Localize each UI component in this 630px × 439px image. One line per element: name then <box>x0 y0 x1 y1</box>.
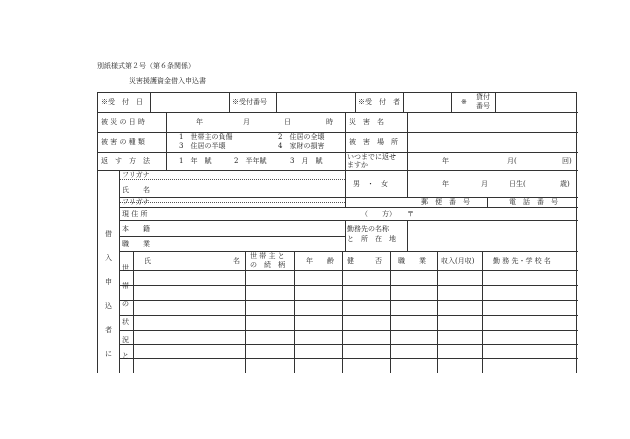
repay-until-label-2: ますか <box>347 161 368 169</box>
receipt-number-label: ※受付番号 <box>232 98 267 106</box>
receiver-label: ※受 付 者 <box>358 98 400 106</box>
loan-number-mark: ※ <box>461 98 467 106</box>
birth-month: 月 <box>481 180 488 188</box>
disaster-day: 日 <box>284 118 291 126</box>
col-name-suffix: 名 <box>233 257 240 265</box>
damage-option-3: 3 住居の半壊 <box>179 142 226 150</box>
furigana-label-2: フリガナ <box>122 198 150 206</box>
household-side-4: 状 <box>122 318 129 326</box>
household-side-2: 帯 <box>122 282 129 290</box>
workplace-label-2: と 所 在 地 <box>347 235 396 243</box>
repay-times: 回) <box>562 157 572 165</box>
applicant-side-4: 込 <box>105 302 112 310</box>
workplace-label-1: 勤務先の名称 <box>347 225 389 233</box>
repayment-method-1: 1 年 賦 <box>179 157 212 165</box>
col-name: 氏 <box>144 257 151 265</box>
col-occupation: 職 業 <box>398 257 426 265</box>
household-side-5: 況 <box>122 336 129 344</box>
gender-label: 男 ・ 女 <box>353 180 388 188</box>
damage-type-label: 被 害 の 種 類 <box>101 138 145 146</box>
applicant-side-6: に <box>105 350 112 358</box>
applicant-side-5: 者 <box>105 326 112 334</box>
disaster-year: 年 <box>196 118 203 126</box>
disaster-hour: 時 <box>326 118 333 126</box>
direction-label: （ 方） <box>361 210 396 218</box>
birth-year: 年 <box>442 180 449 188</box>
damage-location-label: 被 害 場 所 <box>349 138 398 146</box>
phone-number-label: 電 話 番 号 <box>509 198 558 206</box>
age-close: 歳) <box>560 180 570 188</box>
occupation-label: 職 業 <box>122 240 150 248</box>
household-side-3: の <box>122 300 129 308</box>
birth-day: 日生( <box>509 180 526 188</box>
receipt-date-label: ※受 付 日 <box>101 98 143 106</box>
col-relation-2: の 続 柄 <box>250 261 285 269</box>
household-side-6: と <box>122 352 129 360</box>
address-label: 現 住 所 <box>122 210 148 218</box>
applicant-side-1: 借 <box>105 230 112 238</box>
name-label: 氏 名 <box>122 186 150 194</box>
damage-option-4: 4 家財の損害 <box>278 142 325 150</box>
postal-code-label: 郵 便 番 号 <box>421 198 470 206</box>
repay-until-label-1: いつまでに返せ <box>347 153 396 161</box>
disaster-date-label: 被 災 の 日 時 <box>101 118 145 126</box>
household-side-1: 世 <box>122 264 129 272</box>
damage-option-2: 2 住居の全壊 <box>278 133 325 141</box>
disaster-month: 月 <box>243 118 250 126</box>
col-age: 年 齢 <box>306 257 334 265</box>
loan-number-label-1: 貸付 <box>476 93 490 101</box>
furigana-label: フリガナ <box>122 171 150 179</box>
form-title: 災害援護資金借入申込書 <box>129 77 206 85</box>
repay-year: 年 <box>442 157 449 165</box>
disaster-name-label: 災 害 名 <box>349 118 384 126</box>
repayment-label: 返 す 方 法 <box>101 157 150 165</box>
domicile-label: 本 籍 <box>122 225 150 233</box>
repayment-method-2: 2 半年賦 <box>234 157 267 165</box>
damage-option-1: 1 世帯主の負傷 <box>179 133 233 141</box>
col-work: 勤 務 先・学 校 名 <box>493 257 551 265</box>
form-number: 別紙様式第２号（第６条関係） <box>97 62 195 70</box>
applicant-side-3: 申 <box>105 278 112 286</box>
applicant-side-2: 入 <box>105 254 112 262</box>
repayment-method-3: 3 月 賦 <box>290 157 323 165</box>
loan-number-label-2: 番号 <box>476 102 490 110</box>
loan-application-form <box>97 92 578 373</box>
repay-month: 月( <box>507 157 517 165</box>
col-income: 収入(月収) <box>441 257 475 265</box>
col-health: 健 否 <box>347 257 382 265</box>
postal-mark: 〒 <box>407 210 414 218</box>
col-relation-1: 世 帯 主 と <box>250 252 285 260</box>
